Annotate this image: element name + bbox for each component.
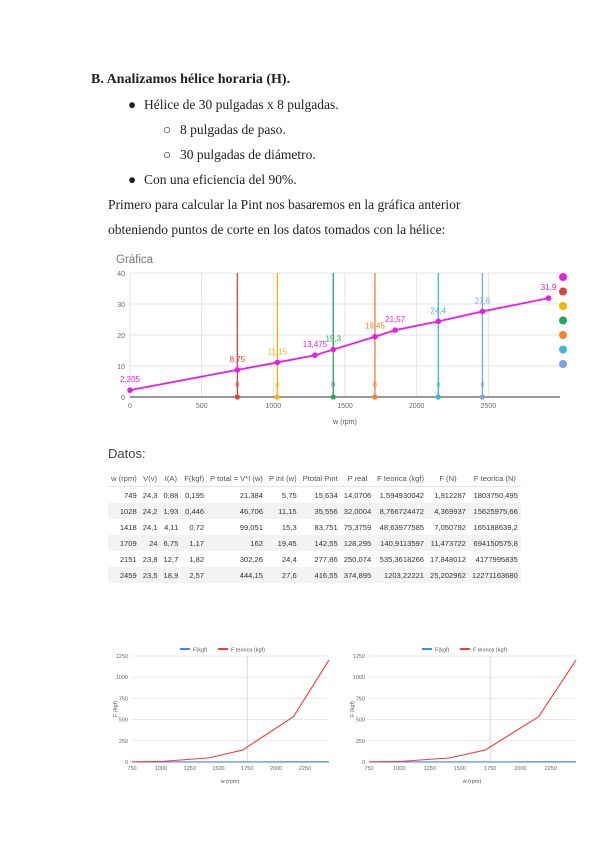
x-tick-label: 1250 bbox=[423, 766, 436, 772]
data-table bbox=[108, 470, 521, 583]
table-cell: 24,1 bbox=[142, 522, 158, 532]
data-point bbox=[275, 360, 281, 366]
x-tick-label: 2000 bbox=[269, 766, 283, 772]
datos-label: Datos: bbox=[108, 446, 146, 461]
data-point bbox=[480, 309, 486, 315]
table-cell: 444,15 bbox=[207, 567, 266, 583]
legend-label: F(kgf) bbox=[435, 647, 450, 654]
table-cell: 18,9 bbox=[161, 567, 182, 583]
legend-label: F(kgf) bbox=[193, 647, 208, 654]
bullet-circle-icon: ○ bbox=[163, 122, 172, 137]
x-axis-label: w (rpm) bbox=[462, 779, 482, 785]
table-cell: 1,82 bbox=[189, 554, 205, 564]
column-header: P total = V*I (w) bbox=[207, 470, 266, 487]
column-header: P real bbox=[341, 470, 374, 487]
series-line bbox=[130, 298, 549, 390]
table-cell: 25,202962 bbox=[427, 567, 469, 583]
column-header: F(kgf) bbox=[181, 470, 207, 487]
x-tick-label: 1500 bbox=[337, 403, 353, 410]
table-cell: 1,17 bbox=[181, 535, 207, 551]
x-tick-label: 1750 bbox=[241, 766, 254, 772]
table-cell: 7,050792 bbox=[434, 522, 466, 532]
x-tick-label: 1000 bbox=[265, 403, 282, 410]
y-tick-label: 250 bbox=[118, 738, 128, 745]
table-row bbox=[108, 535, 521, 551]
table-cell: 12,7 bbox=[163, 554, 179, 564]
table-cell: 5,75 bbox=[281, 490, 297, 500]
y-tick-label: 1000 bbox=[352, 675, 365, 682]
y-tick-label: 20 bbox=[117, 333, 125, 340]
table-cell: 142,55 bbox=[300, 535, 341, 551]
bullet-text: 8 pulgadas de paso. bbox=[180, 122, 286, 137]
table-cell: 1803750,495 bbox=[473, 490, 518, 500]
data-label: 31,9 bbox=[540, 283, 557, 293]
table-cell: 250,074 bbox=[343, 554, 372, 564]
zero-label: 0 bbox=[331, 382, 336, 389]
y-tick-label: 30 bbox=[117, 302, 125, 309]
data-point bbox=[546, 295, 552, 301]
force-chart-right bbox=[345, 640, 582, 790]
x-tick-label: 2000 bbox=[408, 403, 425, 410]
table-cell: 24 bbox=[140, 535, 161, 551]
table-row bbox=[108, 551, 521, 567]
zero-label: 0 bbox=[480, 382, 485, 389]
table-cell: 83,751 bbox=[314, 522, 338, 532]
legend-dot bbox=[559, 288, 567, 296]
x-tick-label: 1750 bbox=[484, 766, 497, 772]
table-cell: 32,0004 bbox=[341, 503, 374, 519]
column-header: P int (w) bbox=[266, 470, 300, 487]
legend-label: F teorica (kgf) bbox=[473, 647, 507, 654]
table-cell: 140,9113597 bbox=[374, 535, 427, 551]
column-header: F (N) bbox=[427, 470, 469, 487]
data-point bbox=[330, 347, 336, 353]
table-cell: 165188639,2 bbox=[473, 522, 518, 532]
column-header: w (rpm) bbox=[108, 470, 140, 487]
table-row bbox=[108, 487, 521, 504]
table-cell: 128,295 bbox=[341, 535, 374, 551]
table-cell: 46,706 bbox=[207, 503, 266, 519]
x-tick-label: 2000 bbox=[514, 766, 527, 772]
bullet-item bbox=[128, 172, 297, 188]
table-cell: 23,8 bbox=[142, 554, 158, 564]
column-header: F teorica (kgf) bbox=[374, 470, 427, 487]
chart-title: Gráfica bbox=[116, 254, 154, 266]
y-axis-label: F (kgf) bbox=[350, 701, 356, 717]
table-cell: 1418 bbox=[119, 522, 137, 532]
table-cell: 0,72 bbox=[189, 522, 205, 532]
bullet-disc-icon: ● bbox=[128, 97, 137, 112]
y-axis-label: F (kgf) bbox=[113, 701, 119, 717]
force-chart-left bbox=[108, 640, 340, 790]
table-cell: 749 bbox=[124, 490, 137, 500]
table-cell: 162 bbox=[207, 535, 266, 551]
table-cell: 1028 bbox=[108, 503, 140, 519]
x-tick-label: 2250 bbox=[544, 766, 557, 772]
y-tick-label: 0 bbox=[124, 760, 128, 766]
table-cell: 17,848012 bbox=[430, 554, 466, 564]
data-label: 24,4 bbox=[430, 306, 447, 316]
vertical-series-point bbox=[275, 394, 280, 399]
table-cell: 24,2 bbox=[140, 503, 161, 519]
x-tick-label: 1500 bbox=[453, 766, 467, 772]
section-heading: B. Analizamos hélice horaria (H). bbox=[91, 72, 291, 87]
data-point bbox=[312, 352, 318, 358]
table-cell: 35,556 bbox=[300, 503, 341, 519]
table-cell: 11,473722 bbox=[427, 535, 469, 551]
table-cell: 0,88 bbox=[163, 490, 179, 500]
zero-label: 0 bbox=[436, 382, 441, 389]
data-point bbox=[436, 319, 442, 325]
table-cell: 4177995835 bbox=[475, 554, 518, 564]
paragraph-line: Primero para calcular la Pint nos basaremos en la gráfica anterior bbox=[108, 197, 461, 212]
y-tick-label: 500 bbox=[118, 717, 128, 724]
column-header: I(A) bbox=[161, 470, 182, 487]
table-cell: 24,4 bbox=[281, 554, 297, 564]
table-cell: 15,634 bbox=[314, 490, 338, 500]
column-header: F teorica (N) bbox=[469, 470, 521, 487]
table-cell: 374,895 bbox=[341, 567, 374, 583]
bullet-disc-icon: ● bbox=[128, 172, 137, 187]
table-cell: 24,3 bbox=[142, 490, 158, 500]
data-label: 19,45 bbox=[364, 321, 385, 331]
data-point bbox=[235, 367, 241, 373]
x-tick-label: 0 bbox=[128, 403, 132, 410]
table-cell: 14,0706 bbox=[343, 490, 372, 500]
legend-dot bbox=[559, 317, 567, 325]
table-cell: 2459 bbox=[108, 567, 140, 583]
table-row bbox=[108, 567, 521, 583]
table-cell: 15,3 bbox=[281, 522, 297, 532]
table-cell: 15625975,66 bbox=[469, 503, 521, 519]
table-cell: 1203,22221 bbox=[374, 567, 427, 583]
x-tick-label: 1250 bbox=[183, 766, 196, 772]
data-label: 15,3 bbox=[325, 334, 342, 344]
y-tick-label: 750 bbox=[118, 696, 128, 703]
data-label: 27,6 bbox=[474, 296, 491, 306]
vertical-series-point bbox=[436, 394, 441, 399]
data-point bbox=[392, 327, 398, 333]
table-cell: 99,051 bbox=[239, 522, 263, 532]
zero-label: 0 bbox=[275, 382, 280, 389]
x-tick-label: 750 bbox=[127, 766, 137, 772]
table-cell: 19,45 bbox=[266, 535, 300, 551]
table-cell: 23,5 bbox=[140, 567, 161, 583]
y-tick-label: 40 bbox=[117, 271, 125, 278]
table-cell: 2,57 bbox=[181, 567, 207, 583]
y-tick-label: 10 bbox=[117, 364, 125, 371]
table-header-row bbox=[108, 470, 521, 487]
table-cell: 1,594930042 bbox=[379, 490, 425, 500]
y-tick-label: 250 bbox=[355, 738, 365, 745]
table-cell: 0,195 bbox=[185, 490, 205, 500]
x-tick-label: 2250 bbox=[298, 766, 312, 772]
table-cell: 27,6 bbox=[266, 567, 300, 583]
data-point bbox=[127, 387, 133, 393]
table-cell: 11,15 bbox=[266, 503, 300, 519]
legend-dot bbox=[559, 273, 567, 281]
bullet-text: Con una eficiencia del 90%. bbox=[144, 172, 297, 187]
legend-dot bbox=[559, 346, 567, 354]
table-cell: 1,912287 bbox=[434, 490, 466, 500]
column-header: Ptotal-Pint bbox=[300, 470, 341, 487]
legend-dot bbox=[559, 331, 567, 339]
table-cell: 4,369937 bbox=[427, 503, 469, 519]
x-axis-label: w (rpm) bbox=[333, 419, 357, 426]
bullet-text: 30 pulgadas de diámetro. bbox=[180, 147, 316, 162]
bullet-item bbox=[128, 97, 339, 113]
y-tick-label: 0 bbox=[121, 395, 125, 402]
data-label: 8,75 bbox=[229, 354, 246, 364]
column-header: V(v) bbox=[140, 470, 161, 487]
table-cell: 535,3618266 bbox=[379, 554, 425, 564]
table-cell: 277,86 bbox=[314, 554, 338, 564]
sub-bullet-item bbox=[163, 122, 286, 138]
data-label: 21,57 bbox=[385, 315, 406, 325]
legend-dot bbox=[559, 360, 567, 368]
sub-bullet-item bbox=[163, 147, 316, 163]
table-cell: 0,446 bbox=[181, 503, 207, 519]
legend-dot bbox=[559, 302, 567, 310]
data-label: 2,205 bbox=[119, 375, 141, 385]
zero-label: 0 bbox=[373, 382, 377, 389]
y-tick-label: 500 bbox=[355, 717, 365, 724]
main-chart bbox=[108, 248, 580, 440]
x-tick-label: 1500 bbox=[212, 766, 225, 772]
table-cell: 21,384 bbox=[239, 490, 263, 500]
zero-label: 0 bbox=[235, 382, 240, 389]
y-tick-label: 1250 bbox=[352, 654, 365, 660]
table-cell: 1,93 bbox=[161, 503, 182, 519]
table-cell: 75,3759 bbox=[343, 522, 372, 532]
vertical-series-point bbox=[480, 394, 485, 399]
table-cell: 416,55 bbox=[300, 567, 341, 583]
data-point bbox=[372, 334, 378, 340]
table-cell: 6,75 bbox=[161, 535, 182, 551]
y-tick-label: 750 bbox=[355, 696, 365, 703]
table-cell: 4,11 bbox=[164, 522, 179, 532]
legend-label: F teorica (kgf) bbox=[231, 647, 265, 654]
x-tick-label: 1000 bbox=[393, 766, 406, 772]
series-line bbox=[369, 660, 576, 762]
x-tick-label: 2500 bbox=[480, 403, 497, 410]
table-cell: 694150575,8 bbox=[469, 535, 521, 551]
x-tick-label: 750 bbox=[364, 766, 374, 772]
y-tick-label: 0 bbox=[361, 760, 365, 766]
bullet-text: Hélice de 30 pulgadas x 8 pulgadas. bbox=[144, 97, 339, 112]
vertical-series-point bbox=[331, 394, 336, 399]
table-row bbox=[108, 503, 521, 519]
x-tick-label: 1000 bbox=[154, 766, 167, 772]
table-cell: 2151 bbox=[119, 554, 137, 564]
x-tick-label: 500 bbox=[195, 403, 208, 410]
data-label: 13,475 bbox=[302, 340, 328, 350]
table-row bbox=[108, 519, 521, 535]
y-tick-label: 1000 bbox=[115, 675, 128, 682]
table-cell: 302,26 bbox=[239, 554, 263, 564]
data-label: 11,15 bbox=[267, 347, 288, 357]
table-cell: 1709 bbox=[108, 535, 140, 551]
bullet-circle-icon: ○ bbox=[163, 147, 172, 162]
vertical-series-point bbox=[235, 394, 240, 399]
y-tick-label: 1250 bbox=[115, 654, 128, 660]
paragraph-line: obteniendo puntos de corte en los datos tomados con la hélice: bbox=[108, 222, 446, 237]
vertical-series-point bbox=[372, 394, 377, 399]
table-cell: 8,766724472 bbox=[374, 503, 427, 519]
series-line bbox=[132, 660, 329, 762]
table-cell: 48,63977585 bbox=[379, 522, 425, 532]
x-axis-label: w (rpm) bbox=[220, 779, 240, 785]
table-cell: 12271163680 bbox=[469, 567, 521, 583]
